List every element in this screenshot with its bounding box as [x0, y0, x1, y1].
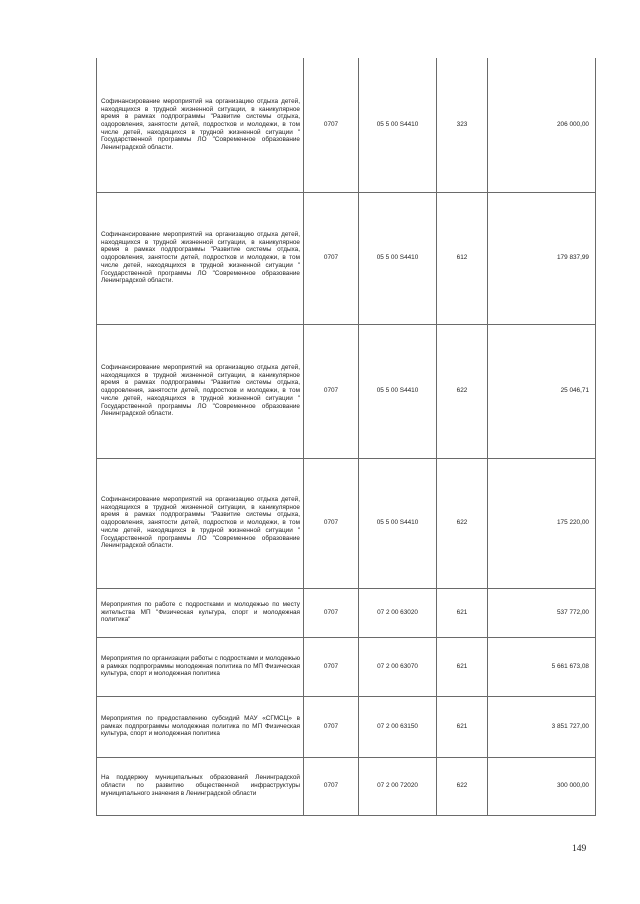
expense-type-code: 612 — [437, 192, 488, 324]
row-description: Софинансирование мероприятий на организацию отдыха детей, находящихся в трудной жизненной ситуации, в каникулярное время в рамках подпрограммы "Развитие системы отдыха, оздоровления, занятости детей, подростков и молодежи, в том числе детей, находящихся в трудной жизненной ситуации " Государственной программы ЛО "Современное образование Ленинградской области. — [101, 231, 300, 285]
budget-table — [96, 58, 596, 816]
expense-type-code: 622 — [437, 757, 488, 815]
row-description: Софинансирование мероприятий на организацию отдыха детей, находящихся в трудной жизненной ситуации, в каникулярное время в рамках подпрограммы "Развитие системы отдыха, оздоровления, занятости детей, подростков и молодежи, в том числе детей, находящихся в трудной жизненной ситуации " Государственной программы ЛО "Современное образование Ленинградской области. — [101, 364, 300, 418]
expense-type-code: 621 — [437, 696, 488, 757]
expense-type-code: 323 — [437, 58, 488, 192]
row-description-cell — [97, 458, 304, 588]
amount: 300 000,00 — [488, 757, 596, 815]
table-row — [97, 588, 596, 637]
amount: 206 000,00 — [488, 58, 596, 192]
table-row — [97, 637, 596, 696]
row-description-cell — [97, 757, 304, 815]
amount: 3 851 727,00 — [488, 696, 596, 757]
row-description-cell — [97, 192, 304, 324]
target-code: 07 2 00 63150 — [359, 696, 437, 757]
section-code: 0707 — [304, 58, 359, 192]
row-description: Мероприятия по организации работы с подростками и молодежью в рамках подпрограммы молодежная политика по МП Физическая культура, спорт и молодежная политика — [101, 654, 300, 678]
target-code: 05 5 00 S4410 — [359, 192, 437, 324]
target-code: 05 5 00 S4410 — [359, 58, 437, 192]
target-code: 07 2 00 63020 — [359, 588, 437, 637]
section-code: 0707 — [304, 757, 359, 815]
row-description-cell — [97, 588, 304, 637]
amount: 179 837,99 — [488, 192, 596, 324]
row-description: Софинансирование мероприятий на организацию отдыха детей, находящихся в трудной жизненной ситуации, в каникулярное время в рамках подпрограммы "Развитие системы отдыха, оздоровления, занятости детей, подростков и молодежи, в том числе детей, находящихся в трудной жизненной ситуации " Государственной программы ЛО "Современное образование Ленинградской области. — [101, 97, 300, 151]
row-description: Мероприятия по предоставлению субсидий МАУ «СГМСЦ» в рамках подпрограммы молодежная политика по МП Физическая культура, спорт и молодежная политика — [101, 714, 300, 738]
row-description: Софинансирование мероприятий на организацию отдыха детей, находящихся в трудной жизненной ситуации, в каникулярное время в рамках подпрограммы "Развитие системы отдыха, оздоровления, занятости детей, подростков и молодежи, в том числе детей, находящихся в трудной жизненной ситуации " Государственной программы ЛО "Современное образование Ленинградской области. — [101, 496, 300, 550]
table-row — [97, 757, 596, 815]
section-code: 0707 — [304, 324, 359, 458]
expense-type-code: 621 — [437, 588, 488, 637]
budget-table-body — [97, 58, 596, 815]
target-code: 07 2 00 72020 — [359, 757, 437, 815]
section-code: 0707 — [304, 588, 359, 637]
section-code: 0707 — [304, 192, 359, 324]
amount: 25 046,71 — [488, 324, 596, 458]
page-number: 149 — [572, 844, 587, 854]
table-row — [97, 696, 596, 757]
amount: 5 661 673,08 — [488, 637, 596, 696]
amount: 175 220,00 — [488, 458, 596, 588]
section-code: 0707 — [304, 637, 359, 696]
expense-type-code: 621 — [437, 637, 488, 696]
row-description-cell — [97, 324, 304, 458]
table-row — [97, 458, 596, 588]
section-code: 0707 — [304, 696, 359, 757]
row-description-cell — [97, 58, 304, 192]
section-code: 0707 — [304, 458, 359, 588]
expense-type-code: 622 — [437, 458, 488, 588]
row-description-cell — [97, 637, 304, 696]
amount: 537 772,00 — [488, 588, 596, 637]
target-code: 07 2 00 63070 — [359, 637, 437, 696]
table-row — [97, 324, 596, 458]
target-code: 05 5 00 S4410 — [359, 458, 437, 588]
expense-type-code: 622 — [437, 324, 488, 458]
target-code: 05 5 00 S4410 — [359, 324, 437, 458]
table-row — [97, 58, 596, 192]
table-row — [97, 192, 596, 324]
row-description: На поддержку муниципальных образований Ленинградской области по развитию общественной инфраструктуры муниципального значения в Ленинградской области — [101, 774, 300, 797]
row-description-cell — [97, 696, 304, 757]
row-description: Мероприятия по работе с подростками и молодежью по месту жительства МП "Физическая культура, спорт и молодежная политика" — [101, 600, 300, 624]
